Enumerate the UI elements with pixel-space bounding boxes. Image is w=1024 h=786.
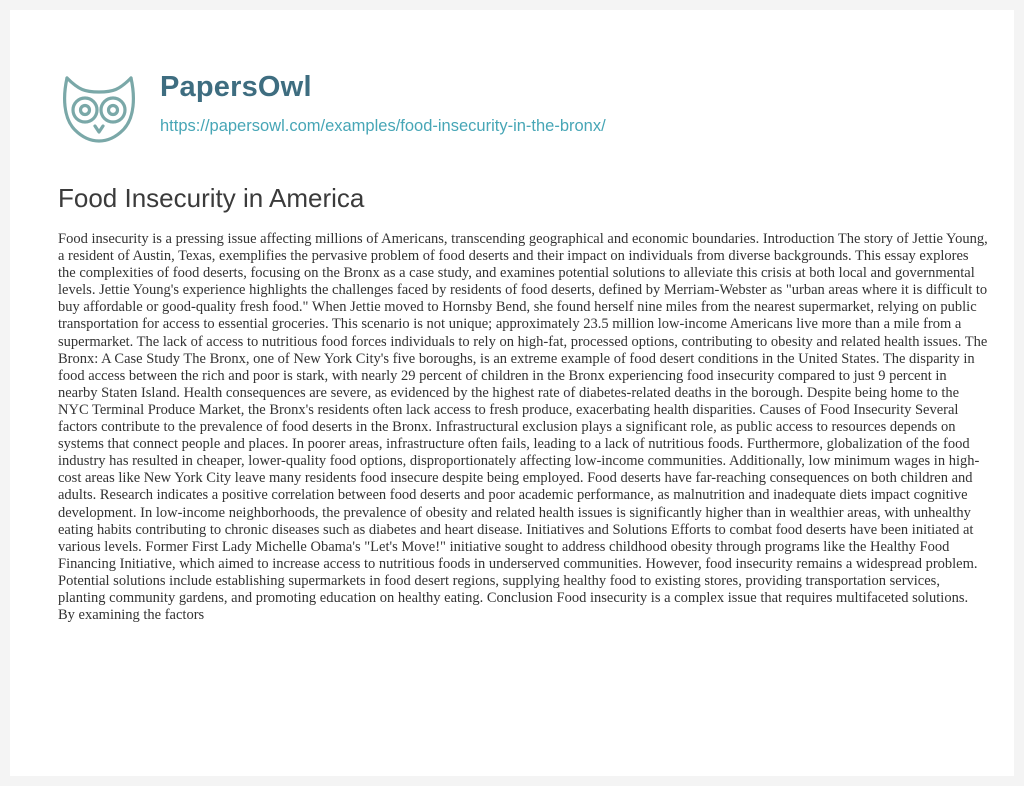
document-page: [10, 10, 1014, 776]
article-title: Food Insecurity in America: [58, 183, 365, 213]
owl-logo-icon[interactable]: [59, 66, 139, 146]
brand-name[interactable]: PapersOwl: [160, 71, 312, 103]
source-url-link[interactable]: https://papersowl.com/examples/food-insecurity-in-the-bronx/: [160, 117, 606, 135]
article-body: Food insecurity is a pressing issue affecting millions of Americans, transcending geographical and economic boundaries. Introduction The story of Jettie Young, a resident of Austin, Texas, exemplifies the pervasive problem of food deserts and their impact on individuals from diverse backgrounds. This essay explores the complexities of food deserts, focusing on the Bronx as a case study, and examines potential solutions to alleviate this crisis at both local and governmental levels. Jettie Young's experience highlights the challenges faced by residents of food deserts, defined by Merriam-Webster as "urban areas where it is difficult to buy affordable or good-quality fresh food." When Jettie moved to Hornsby Bend, she found herself nine miles from the nearest supermarket, relying on public transportation for access to essential groceries. This scenario is not unique; approximately 23.5 million low-income Americans live more than a mile from a supermarket. The lack of access to nutritious food forces individuals to rely on high-fat, processed options, contributing to obesity and related health issues. The Bronx: A Case Study The Bronx, one of New York City's five boroughs, is an extreme example of food desert conditions in the United States. The disparity in food access between the rich and poor is stark, with nearly 29 percent of children in the Bronx experiencing food insecurity compared to just 9 percent in nearby Staten Island. Health consequences are severe, as evidenced by the highest rate of diabetes-related deaths in the borough. Despite being home to the NYC Terminal Produce Market, the Bronx's residents often lack access to fresh produce, exacerbating health disparities. Causes of Food Insecurity Several factors contribute to the prevalence of food deserts in the Bronx. Infrastructural exclusion plays a significant role, as public access to resources depends on systems that connect people and places. In poorer areas, infrastructure often fails, leading to a lack of nutritious foods. Furthermore, globalization of the food industry has resulted in cheaper, lower-quality food options, disproportionately affecting low-income communities. Additionally, low minimum wages in high-cost areas like New York City leave many residents food insecure despite being employed. Food deserts have far-reaching consequences on both children and adults. Research indicates a positive correlation between food deserts and poor academic performance, as malnutrition and inadequate diets impact cognitive development. In low-income neighborhoods, the prevalence of obesity and related health issues is significantly higher than in wealthier areas, with unhealthy eating habits contributing to chronic diseases such as diabetes and heart disease. Initiatives and Solutions Efforts to combat food deserts have been initiated at various levels. Former First Lady Michelle Obama's "Let's Move!" initiative sought to address childhood obesity through programs like the Healthy Food Financing Initiative, which aimed to increase access to nutritious foods in underserved communities. However, food insecurity remains a widespread problem. Potential solutions include establishing supermarkets in food desert regions, supplying healthy food to existing stores, providing transportation services, planting community gardens, and promoting education on healthy eating. Conclusion Food insecurity is a complex issue that requires multifaceted solutions. By examining the factors: [58, 231, 988, 624]
